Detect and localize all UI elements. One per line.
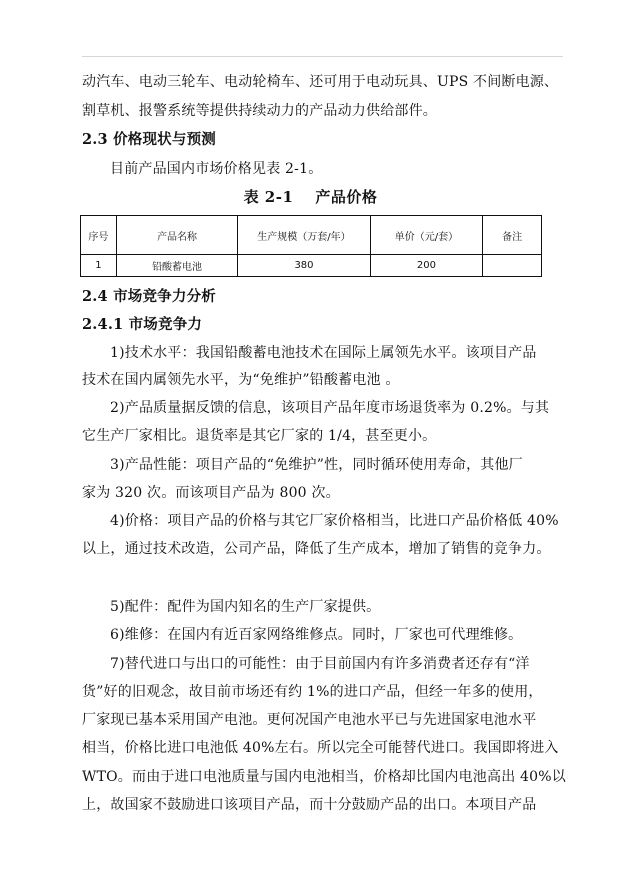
replacement-line-2: 货”好的旧观念，故目前市场还有约 1%的进口产品，但经一年多的使用， (82, 684, 543, 700)
replacement-line-3: 厂家现已基本采用国产电池。更何况国产电池水平已与先进国家电池水平 (82, 712, 537, 728)
intro-paragraph-line-1: 动汽车、电动三轮车、电动轮椅车、还可用于电动玩具、UPS 不间断电源、 (82, 74, 559, 90)
repair-line: 6)维修：在国内有近百家网络维修点。同时，厂家也可代理维修。 (110, 627, 523, 643)
table-title-number: 表 2-1 (243, 188, 294, 206)
table-title (0, 186, 621, 207)
table-header-cell: 生产规模（万套/年） (238, 216, 370, 255)
product-price-table (80, 215, 542, 277)
price-intro-paragraph: 目前产品国内市场价格见表 2-1。 (110, 161, 323, 177)
price-compare-line-2: 以上，通过技术改造，公司产品，降低了生产成本，增加了销售的竞争力。 (82, 541, 551, 557)
page-header-rule (82, 56, 563, 57)
table-cell (483, 255, 542, 277)
performance-line-2: 家为 320 次。而该项目产品为 800 次。 (82, 485, 340, 501)
quality-line-1: 2)产品质量据反馈的信息，该项目产品年度市场退货率为 0.2%。与其 (110, 400, 550, 416)
table-header-cell: 序号 (81, 216, 117, 255)
replacement-line-4: 相当，价格比进口电池低 40%左右。所以完全可能替代进口。我国即将进入 (82, 740, 559, 756)
table-header-cell: 备注 (483, 216, 542, 255)
section-2-4-1-heading: 2.4.1 市场竞争力 (82, 316, 203, 333)
price-compare-line-1: 4)价格：项目产品的价格与其它厂家价格相当，比进口产品价格低 40% (110, 513, 559, 529)
table-cell: 380 (238, 255, 370, 277)
table-row (81, 255, 542, 277)
table-header-cell: 单价（元/套） (370, 216, 483, 255)
table-cell: 铅酸蓄电池 (116, 255, 237, 277)
replacement-line-1: 7)替代进口与出口的可能性：由于目前国内有许多消费者还存有“洋 (110, 656, 530, 672)
tech-level-line-1: 1)技术水平：我国铅酸蓄电池技术在国际上属领先水平。该项目产品 (110, 345, 537, 361)
tech-level-line-2: 技术在国内属领先水平，为“免维护”铅酸蓄电池 。 (82, 372, 400, 388)
section-2-4-heading: 2.4 市场竞争力分析 (82, 288, 216, 305)
table-cell: 1 (81, 255, 117, 277)
table-cell: 200 (370, 255, 483, 277)
table-header-row (81, 216, 542, 255)
quality-line-2: 它生产厂家相比。退货率是其它厂家的 1/4，甚至更小。 (82, 428, 437, 444)
section-2-3-heading: 2.3 价格现状与预测 (82, 131, 216, 148)
table-header-cell: 产品名称 (116, 216, 237, 255)
replacement-line-6: 上，故国家不鼓励进口该项目产品，而十分鼓励产品的出口。本项目产品 (82, 797, 537, 813)
performance-line-1: 3)产品性能：项目产品的“免维护”性，同时循环使用寿命，其他厂 (110, 457, 523, 473)
table-title-text: 产品价格 (315, 188, 378, 206)
parts-line: 5)配件：配件为国内知名的生产厂家提供。 (110, 599, 381, 615)
replacement-line-5: WTO。而由于进口电池质量与国内电池相当，价格却比国内电池高出 40%以 (82, 769, 566, 785)
intro-paragraph-line-2: 割草机、报警系统等提供持续动力的产品动力供给部件。 (82, 103, 437, 119)
